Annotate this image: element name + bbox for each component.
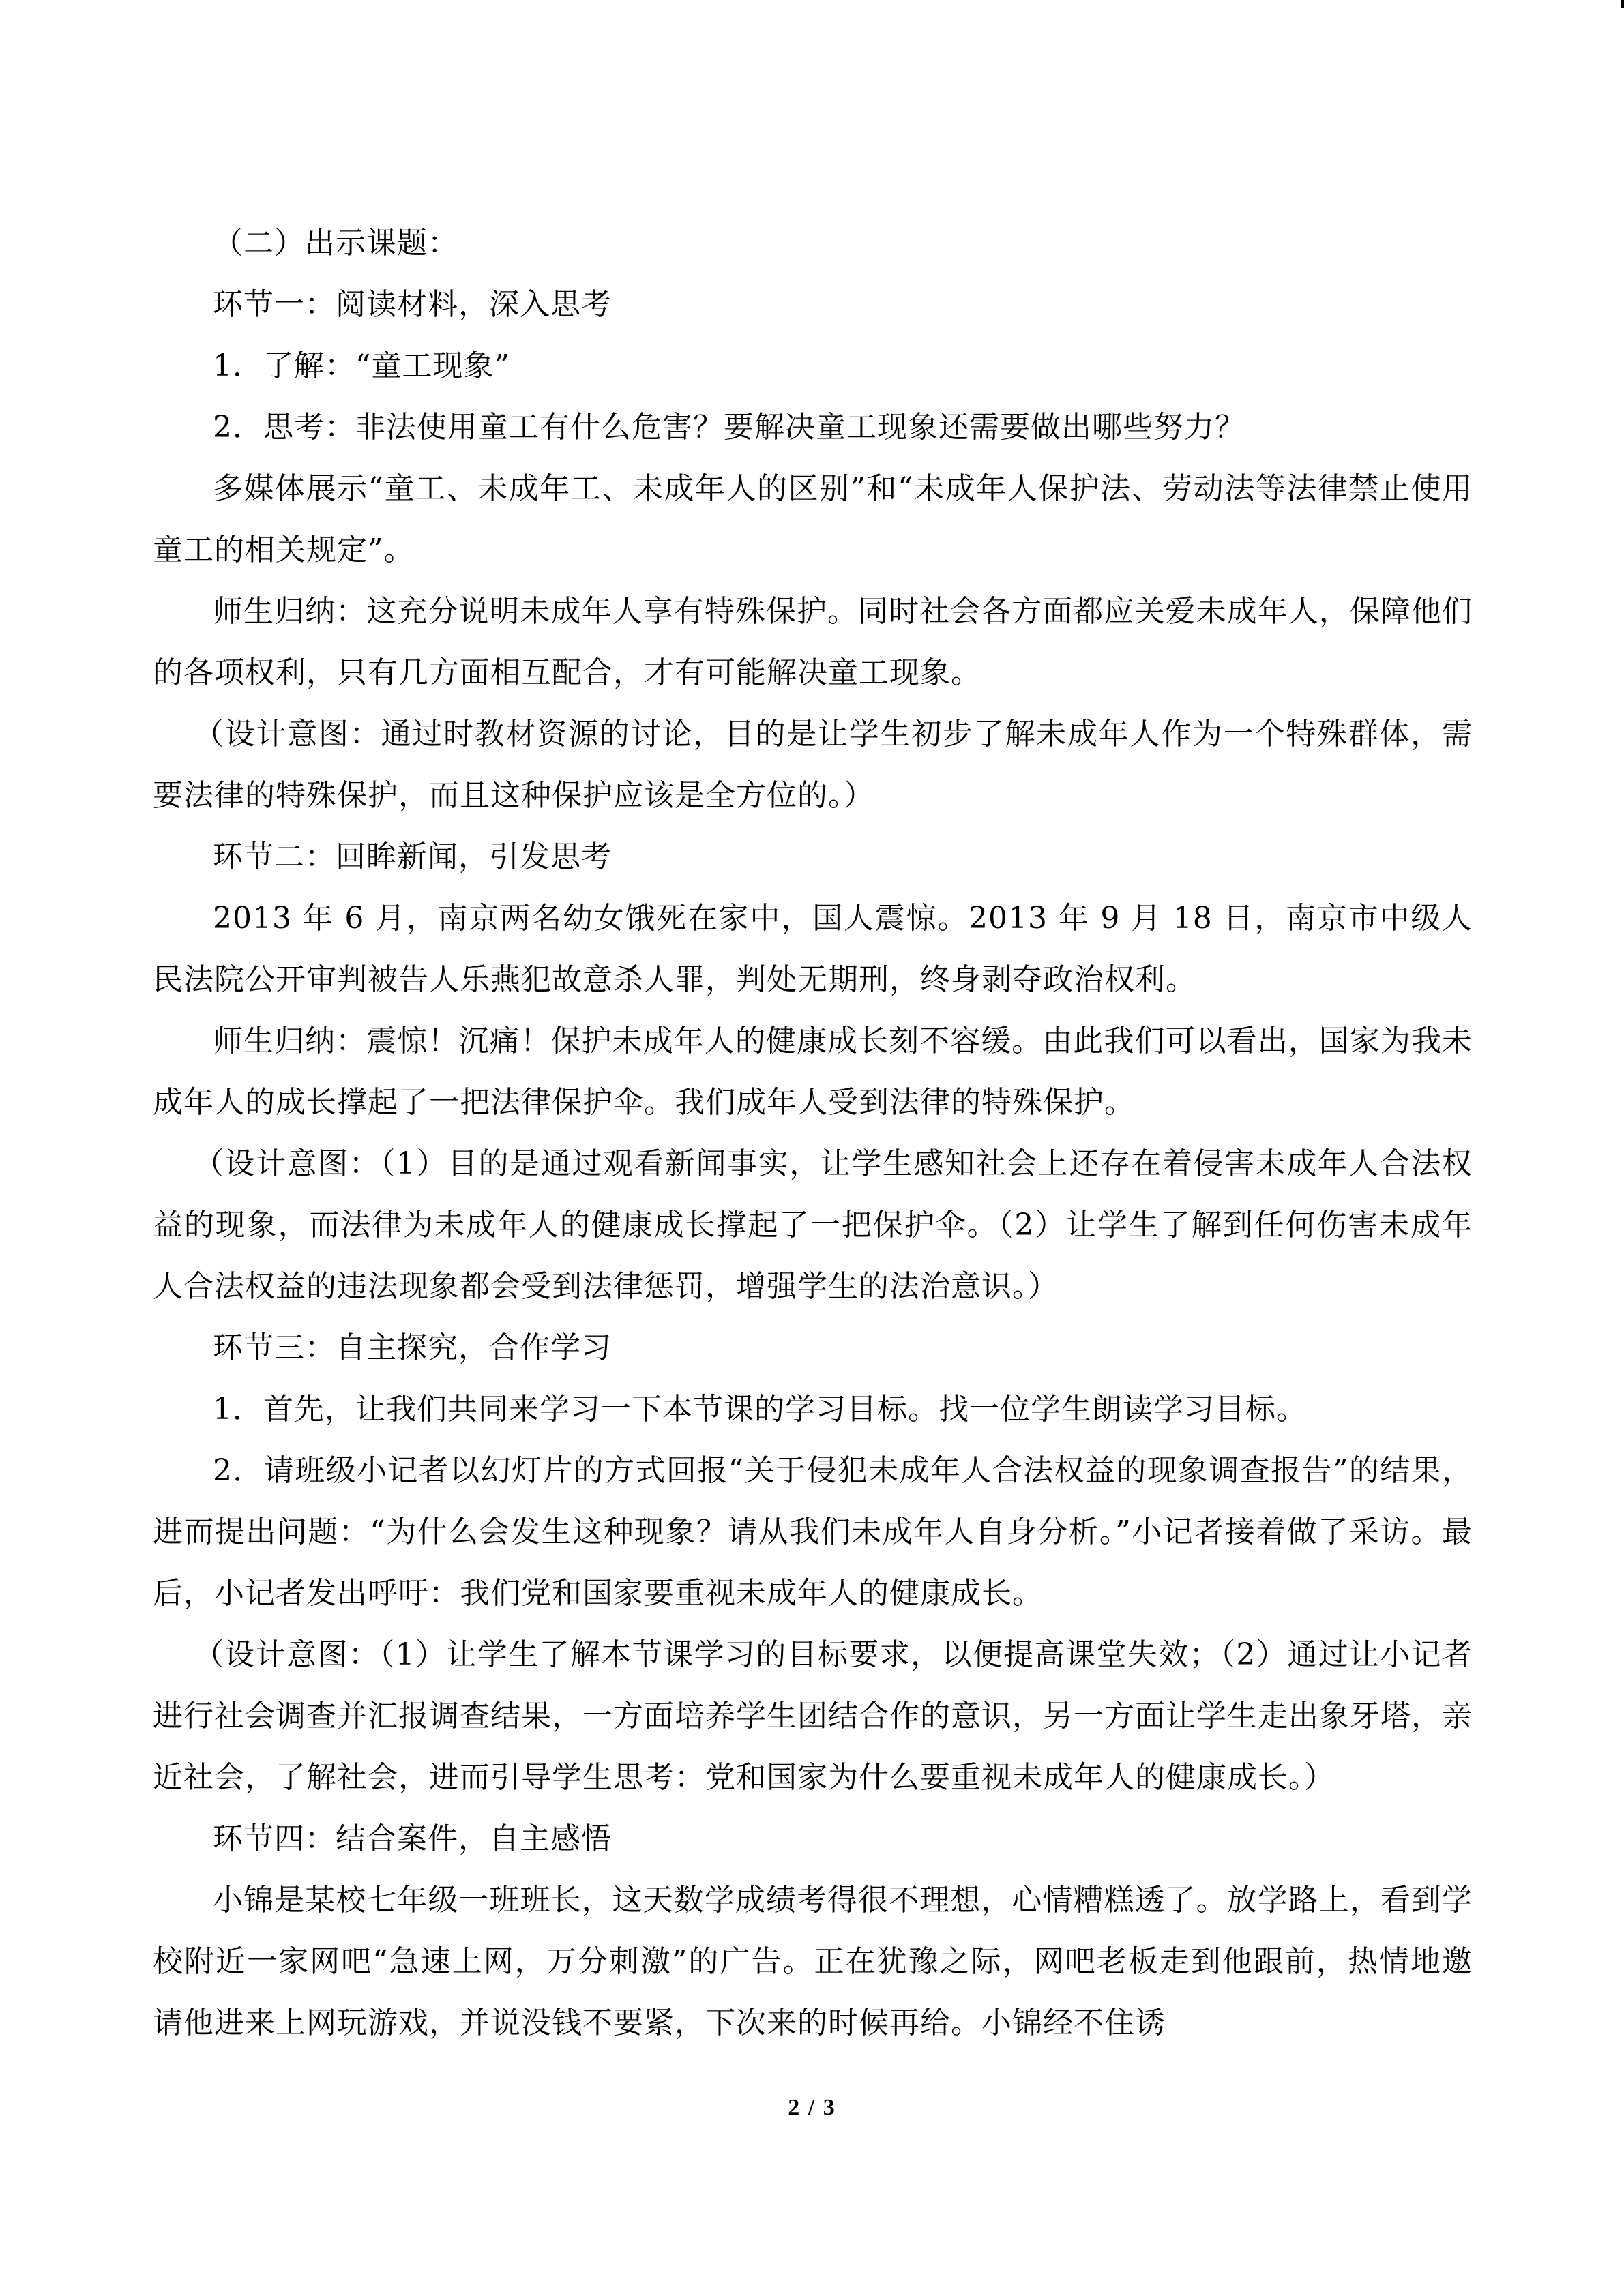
body-paragraph: 小锦是某校七年级一班班长，这天数学成绩考得很不理想，心情糟糕透了。放学路上，看到学校附近一家网吧“急速上网，万分刺激”的广告。正在犹豫之际，网吧老板走到他跟前，热情地邀请他进来上网玩游戏，并说没钱不要紧，下次来的时候再给。小锦经不住诱 (153, 1883, 1473, 2040)
design-intent-note: （设计意图：（1）让学生了解本节课学习的目标要求，以便提高课堂失效；（2）通过让小记者进行社会调查并汇报调查结果，一方面培养学生团结合作的意识，另一方面让学生走出象牙塔，亲近社会，了解社会，进而引导学生思考：党和国家为什么要重视未成年人的健康成长。） (153, 1637, 1473, 1795)
list-item-1: 1．了解：“童工现象” (213, 348, 510, 383)
body-paragraph: 2013 年 6 月，南京两名幼女饿死在家中，国人震惊。2013 年 9 月 18 日，南京市中级人民法院公开审判被告人乐燕犯故意杀人罪，判处无期刑，终身剥夺政治权利。 (153, 901, 1473, 997)
body-paragraph: 师生归纳：震惊！沉痛！保护未成年人的健康成长刻不容缓。由此我们可以看出，国家为我未成年人的成长撑起了一把法律保护伞。我们成年人受到法律的特殊保护。 (153, 1024, 1473, 1120)
design-intent-note: （设计意图：（1）目的是通过观看新闻事实，让学生感知社会上还存在着侵害未成年人合法权益的现象，而法律为未成年人的健康成长撑起了一把保护伞。（2）让学生了解到任何伤害未成年人合法权益的违法现象都会受到法律惩罚，增强学生的法治意识。） (153, 1146, 1473, 1304)
section-step-1-heading: 环节一：阅读材料，深入思考 (213, 287, 612, 322)
body-paragraph: 师生归纳：这充分说明未成年人享有特殊保护。同时社会各方面都应关爱未成年人，保障他们的各项权利，只有几方面相互配合，才有可能解决童工现象。 (153, 594, 1473, 690)
list-item-1: 1．首先，让我们共同来学习一下本节课的学习目标。找一位学生朗读学习目标。 (213, 1392, 1307, 1427)
page-corner-mark (1621, 0, 1624, 8)
list-item-2: 2．思考：非法使用童工有什么危害？要解决童工现象还需要做出哪些努力？ (213, 410, 1245, 445)
page-body (153, 213, 1473, 2054)
section-step-2-heading: 环节二：回眸新闻，引发思考 (213, 839, 612, 874)
section-step-4-heading: 环节四：结合案件，自主感悟 (213, 1821, 612, 1856)
subsection-heading: （二）出示课题： (213, 226, 458, 260)
design-intent-note: （设计意图：通过时教材资源的讨论，目的是让学生初步了解未成年人作为一个特殊群体，需要法律的特殊保护，而且这种保护应该是全方位的。） (153, 717, 1473, 813)
list-item-2: 2．请班级小记者以幻灯片的方式回报“关于侵犯未成年人合法权益的现象调查报告”的结果，进而提出问题：“为什么会发生这种现象？请从我们未成年人自身分析。”小记者接着做了采访。最后，小记者发出呼吁：我们党和国家要重视未成年人的健康成长。 (153, 1453, 1473, 1611)
section-step-3-heading: 环节三：自主探究，合作学习 (213, 1330, 612, 1365)
body-paragraph: 多媒体展示“童工、未成年工、未成年人的区别”和“未成年人保护法、劳动法等法律禁止使用童工的相关规定”。 (153, 471, 1473, 567)
page-number: 2 / 3 (788, 2095, 836, 2120)
